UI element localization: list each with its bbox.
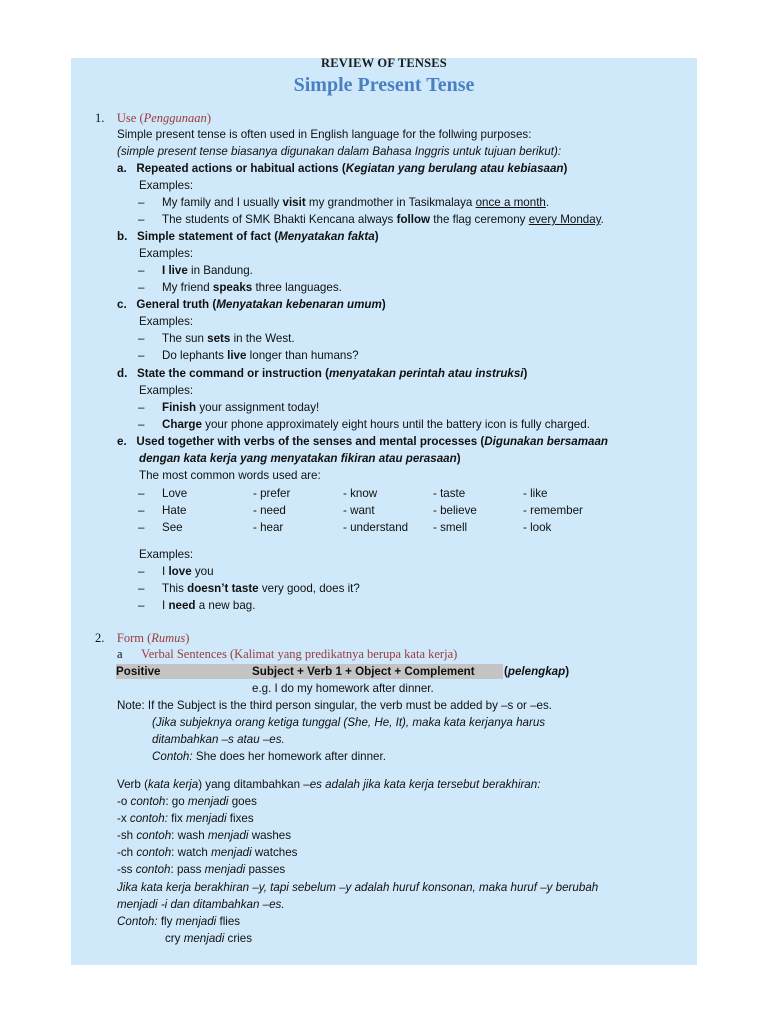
item-e-example-2: This doesn’t taste very good, does it? <box>162 582 360 595</box>
common-word: - hear <box>253 521 284 534</box>
item-b-title: b. Simple statement of fact (Menyatakan fakta) <box>117 230 379 243</box>
bullet-dash: – <box>138 196 145 209</box>
bullet-dash: – <box>138 281 145 294</box>
common-word: Love <box>162 487 188 500</box>
common-word: - smell <box>433 521 468 534</box>
item-e-example-3: I need a new bag. <box>162 599 256 612</box>
item-d-examples-label: Examples: <box>139 384 194 397</box>
document-title: REVIEW OF TENSES <box>321 56 447 70</box>
common-word: - understand <box>343 521 409 534</box>
bullet-dash: – <box>138 582 145 595</box>
item-b-example-1: I live in Bandung. <box>162 264 253 277</box>
item-a-example-1: My family and I usually visit my grandmother in Tasikmalaya once a month. <box>162 196 550 209</box>
item-c-example-2: Do lephants live longer than humans? <box>162 349 359 362</box>
item-d-example-2: Charge your phone approximately eight hours until the battery icon is fully charged. <box>162 418 590 431</box>
common-word: - prefer <box>253 487 291 500</box>
verb-rule-row: -o contoh: go menjadi goes <box>117 795 257 808</box>
common-word: - like <box>523 487 548 500</box>
page-title: Simple Present Tense <box>293 74 475 96</box>
item-a-examples-label: Examples: <box>139 179 194 192</box>
positive-formula-translation: (pelengkap) <box>504 665 570 678</box>
item-c-title: c. General truth (Menyatakan kebenaran umum) <box>117 298 386 311</box>
bullet-dash: – <box>138 504 145 517</box>
verb-rule-row: -x contoh: fix menjadi fixes <box>117 812 254 825</box>
verb-rule-row: -sh contoh: wash menjadi washes <box>117 829 292 842</box>
use-intro: Simple present tense is often used in English language for the follwing purposes: <box>117 128 532 141</box>
common-word: - remember <box>523 504 583 517</box>
positive-formula-row: Positive Subject + Verb 1 + Object + Complement <box>116 664 503 679</box>
item-c-example-1: The sun sets in the West. <box>162 332 295 345</box>
bullet-dash: – <box>138 213 145 226</box>
note-example: Contoh: She does her homework after dinner. <box>152 750 386 763</box>
bullet-dash: – <box>138 401 145 414</box>
item-e-title: e. Used together with verbs of the senses and mental processes (Digunakan bersamaan <box>117 435 608 448</box>
section-1-heading: 1. Use (Penggunaan) <box>95 111 211 125</box>
common-word: Hate <box>162 504 187 517</box>
note-translation-1: (Jika subjeknya orang ketiga tunggal (She, He, It), maka kata kerjanya harus <box>152 716 546 729</box>
use-intro-translation: (simple present tense biasanya digunakan dalam Bahasa Inggris untuk tujuan berikut): <box>117 145 562 158</box>
verb-rule-row: -ss contoh: pass menjadi passes <box>117 863 286 876</box>
verb-rule-row: -ch contoh: watch menjadi watches <box>117 846 298 859</box>
item-b-example-2: My friend speaks three languages. <box>162 281 342 294</box>
item-b-examples-label: Examples: <box>139 247 194 260</box>
y-rule-example-2: cry menjadi cries <box>165 932 252 945</box>
common-word: See <box>162 521 183 534</box>
item-e-example-1: I love you <box>162 565 214 578</box>
common-word: - look <box>523 521 552 534</box>
y-rule-line-2: menjadi -i dan ditambahkan –es. <box>117 898 285 911</box>
y-rule-example-1: Contoh: fly menjadi flies <box>117 915 241 928</box>
item-e-title-line-2: dengan kata kerja yang menyatakan fikiran atau perasaan) <box>139 452 461 465</box>
subsection-a-heading: a Verbal Sentences (Kalimat yang predikatnya berupa kata kerja) <box>117 647 458 661</box>
common-word: - need <box>253 504 286 517</box>
item-a-example-2: The students of SMK Bhakti Kencana always follow the flag ceremony every Monday. <box>162 213 604 226</box>
y-rule-line-1: Jika kata kerja berakhiran –y, tapi sebelum –y adalah huruf konsonan, maka huruf –y berubah <box>117 881 599 894</box>
bullet-dash: – <box>138 487 145 500</box>
common-word: - know <box>343 487 378 500</box>
item-d-title: d. State the command or instruction (menyatakan perintah atau instruksi) <box>117 367 528 380</box>
item-c-examples-label: Examples: <box>139 315 194 328</box>
common-words-label: The most common words used are: <box>139 469 321 482</box>
note-translation-2: ditambahkan –s atau –es. <box>152 733 285 746</box>
bullet-dash: – <box>138 332 145 345</box>
section-2-heading: 2. Form (Rumus) <box>95 631 190 645</box>
bullet-dash: – <box>138 349 145 362</box>
item-d-example-1: Finish your assignment today! <box>162 401 320 414</box>
item-a-title: a. Repeated actions or habitual actions (Kegiatan yang berulang atau kebiasaan) <box>117 162 568 175</box>
common-word: - want <box>343 504 375 517</box>
note-text: Note: If the Subject is the third person singular, the verb must be added by –s or –es. <box>117 699 553 712</box>
item-e-examples-label: Examples: <box>139 548 194 561</box>
bullet-dash: – <box>138 264 145 277</box>
bullet-dash: – <box>138 599 145 612</box>
verb-rule-intro: Verb (kata kerja) yang ditambahkan –es adalah jika kata kerja tersebut berakhiran: <box>117 778 541 791</box>
positive-example: e.g. I do my homework after dinner. <box>252 682 434 695</box>
bullet-dash: – <box>138 565 145 578</box>
bullet-dash: – <box>138 418 145 431</box>
bullet-dash: – <box>138 521 145 534</box>
common-word: - taste <box>433 487 466 500</box>
common-word: - believe <box>433 504 477 517</box>
